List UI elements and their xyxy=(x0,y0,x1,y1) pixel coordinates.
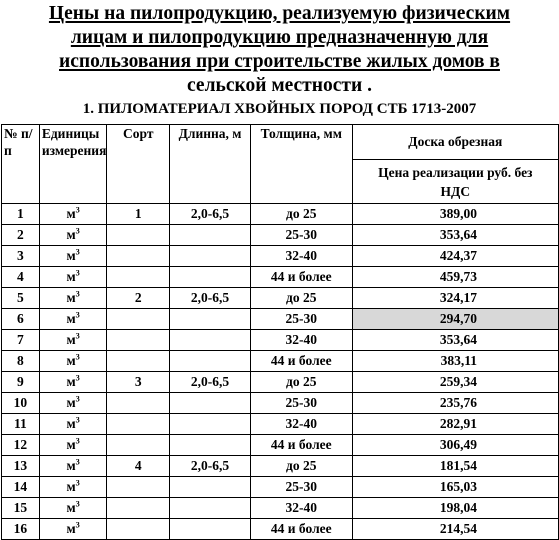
header-length: Длинна, м xyxy=(170,125,251,204)
table-row xyxy=(2,519,559,540)
unit-base: м xyxy=(66,227,76,242)
row-unit xyxy=(39,372,107,393)
header-thickness: Толщина, мм xyxy=(250,125,352,204)
unit-base: м xyxy=(66,353,76,368)
table-row xyxy=(2,435,559,456)
row-price: 165,03 xyxy=(352,477,558,498)
unit-exponent: 3 xyxy=(75,268,80,278)
unit-base: м xyxy=(66,521,76,536)
row-length: 2,0-6,5 xyxy=(170,204,251,225)
section-subtitle: 1. ПИЛОМАТЕРИАЛ ХВОЙНЫХ ПОРОД СТБ 1713-2007 xyxy=(82,101,477,117)
table-row xyxy=(2,414,559,435)
unit-base: м xyxy=(66,416,76,431)
unit-base: м xyxy=(66,332,76,347)
row-grade xyxy=(107,498,170,519)
row-unit xyxy=(39,204,107,225)
row-unit xyxy=(39,309,107,330)
row-length xyxy=(170,414,251,435)
table-row xyxy=(2,225,559,246)
row-price: 389,00 xyxy=(352,204,558,225)
row-thickness: до 25 xyxy=(250,456,352,477)
document-title xyxy=(0,2,559,98)
row-unit xyxy=(39,477,107,498)
unit-base: м xyxy=(66,248,76,263)
row-thickness: 32-40 xyxy=(250,498,352,519)
row-grade xyxy=(107,351,170,372)
row-grade xyxy=(107,477,170,498)
unit-exponent: 3 xyxy=(75,310,80,320)
row-price: 214,54 xyxy=(352,519,558,540)
row-unit xyxy=(39,435,107,456)
price-table xyxy=(1,124,559,540)
unit-exponent: 3 xyxy=(75,331,80,341)
unit-exponent: 3 xyxy=(75,226,80,236)
unit-exponent: 3 xyxy=(75,352,80,362)
row-price: 198,04 xyxy=(352,498,558,519)
row-unit xyxy=(39,498,107,519)
unit-exponent: 3 xyxy=(75,436,80,446)
row-number: 6 xyxy=(2,309,40,330)
table-row xyxy=(2,267,559,288)
row-length xyxy=(170,267,251,288)
row-thickness: 32-40 xyxy=(250,330,352,351)
row-length xyxy=(170,393,251,414)
table-row xyxy=(2,456,559,477)
row-length xyxy=(170,225,251,246)
row-number: 2 xyxy=(2,225,40,246)
row-unit xyxy=(39,414,107,435)
unit-exponent: 3 xyxy=(75,499,80,509)
row-number: 10 xyxy=(2,393,40,414)
unit-exponent: 3 xyxy=(75,457,80,467)
row-number: 16 xyxy=(2,519,40,540)
row-thickness: 32-40 xyxy=(250,246,352,267)
header-unit: Единицы измерения xyxy=(39,125,107,204)
row-number: 4 xyxy=(2,267,40,288)
row-thickness: до 25 xyxy=(250,372,352,393)
row-price: 424,37 xyxy=(352,246,558,267)
row-price: 383,11 xyxy=(352,351,558,372)
row-unit xyxy=(39,225,107,246)
header-board: Доска обрезная xyxy=(352,125,558,160)
table-row xyxy=(2,204,559,225)
row-unit xyxy=(39,456,107,477)
row-price: 181,54 xyxy=(352,456,558,477)
row-price: 259,34 xyxy=(352,372,558,393)
unit-exponent: 3 xyxy=(75,394,80,404)
row-thickness: 25-30 xyxy=(250,477,352,498)
row-grade xyxy=(107,267,170,288)
row-length xyxy=(170,309,251,330)
table-row xyxy=(2,372,559,393)
title-line-3: использования при строительстве жилых домов в xyxy=(59,51,500,72)
row-length xyxy=(170,519,251,540)
row-thickness: 25-30 xyxy=(250,309,352,330)
row-grade: 4 xyxy=(107,456,170,477)
row-grade xyxy=(107,246,170,267)
unit-base: м xyxy=(66,500,76,515)
row-length xyxy=(170,246,251,267)
row-price: 353,64 xyxy=(352,330,558,351)
table-row xyxy=(2,288,559,309)
row-thickness: 32-40 xyxy=(250,414,352,435)
title-line-2: лицам и пилопродукцию предназначенную для xyxy=(70,27,489,48)
row-number: 14 xyxy=(2,477,40,498)
row-grade xyxy=(107,519,170,540)
row-number: 5 xyxy=(2,288,40,309)
row-grade xyxy=(107,435,170,456)
row-length xyxy=(170,435,251,456)
table-row xyxy=(2,393,559,414)
row-number: 13 xyxy=(2,456,40,477)
table-row xyxy=(2,477,559,498)
row-grade xyxy=(107,414,170,435)
row-unit xyxy=(39,330,107,351)
row-price: 353,64 xyxy=(352,225,558,246)
row-grade xyxy=(107,225,170,246)
row-grade xyxy=(107,309,170,330)
row-thickness: 25-30 xyxy=(250,393,352,414)
row-price: 459,73 xyxy=(352,267,558,288)
unit-exponent: 3 xyxy=(75,289,80,299)
row-number: 8 xyxy=(2,351,40,372)
unit-base: м xyxy=(66,311,76,326)
unit-exponent: 3 xyxy=(75,205,80,215)
row-number: 7 xyxy=(2,330,40,351)
row-length: 2,0-6,5 xyxy=(170,372,251,393)
row-unit xyxy=(39,288,107,309)
row-length xyxy=(170,498,251,519)
header-num: № п/п xyxy=(2,125,40,204)
row-number: 9 xyxy=(2,372,40,393)
row-length xyxy=(170,351,251,372)
row-thickness: 25-30 xyxy=(250,225,352,246)
unit-base: м xyxy=(66,206,76,221)
row-unit xyxy=(39,351,107,372)
unit-base: м xyxy=(66,374,76,389)
row-unit xyxy=(39,267,107,288)
unit-base: м xyxy=(66,437,76,452)
header-price: Цена реализации руб. без НДС xyxy=(352,160,558,204)
row-length: 2,0-6,5 xyxy=(170,288,251,309)
table-row xyxy=(2,351,559,372)
row-price: 282,91 xyxy=(352,414,558,435)
title-line-1: Цены на пилопродукцию, реализуемую физическим xyxy=(48,3,511,24)
unit-exponent: 3 xyxy=(75,247,80,257)
row-thickness: 44 и более xyxy=(250,267,352,288)
row-grade: 2 xyxy=(107,288,170,309)
row-price: 306,49 xyxy=(352,435,558,456)
unit-base: м xyxy=(66,458,76,473)
unit-base: м xyxy=(66,395,76,410)
row-price: 324,17 xyxy=(352,288,558,309)
row-grade: 1 xyxy=(107,204,170,225)
unit-base: м xyxy=(66,269,76,284)
table-row xyxy=(2,498,559,519)
row-unit xyxy=(39,393,107,414)
unit-exponent: 3 xyxy=(75,373,80,383)
row-unit xyxy=(39,519,107,540)
row-number: 15 xyxy=(2,498,40,519)
row-number: 1 xyxy=(2,204,40,225)
row-thickness: 44 и более xyxy=(250,435,352,456)
row-price: 235,76 xyxy=(352,393,558,414)
row-unit xyxy=(39,246,107,267)
header-grade: Сорт xyxy=(107,125,170,204)
row-thickness: до 25 xyxy=(250,204,352,225)
row-thickness: до 25 xyxy=(250,288,352,309)
row-length xyxy=(170,477,251,498)
row-thickness: 44 и более xyxy=(250,351,352,372)
unit-base: м xyxy=(66,479,76,494)
row-grade xyxy=(107,393,170,414)
unit-exponent: 3 xyxy=(75,478,80,488)
unit-exponent: 3 xyxy=(75,415,80,425)
row-number: 3 xyxy=(2,246,40,267)
row-number: 11 xyxy=(2,414,40,435)
unit-exponent: 3 xyxy=(75,520,80,530)
row-thickness: 44 и более xyxy=(250,519,352,540)
row-length xyxy=(170,330,251,351)
table-row xyxy=(2,309,559,330)
unit-base: м xyxy=(66,290,76,305)
table-row xyxy=(2,246,559,267)
row-grade xyxy=(107,330,170,351)
table-row xyxy=(2,330,559,351)
row-length: 2,0-6,5 xyxy=(170,456,251,477)
title-line-4: сельской местности . xyxy=(187,75,372,96)
row-number: 12 xyxy=(2,435,40,456)
row-price: 294,70 xyxy=(352,309,558,330)
row-grade: 3 xyxy=(107,372,170,393)
